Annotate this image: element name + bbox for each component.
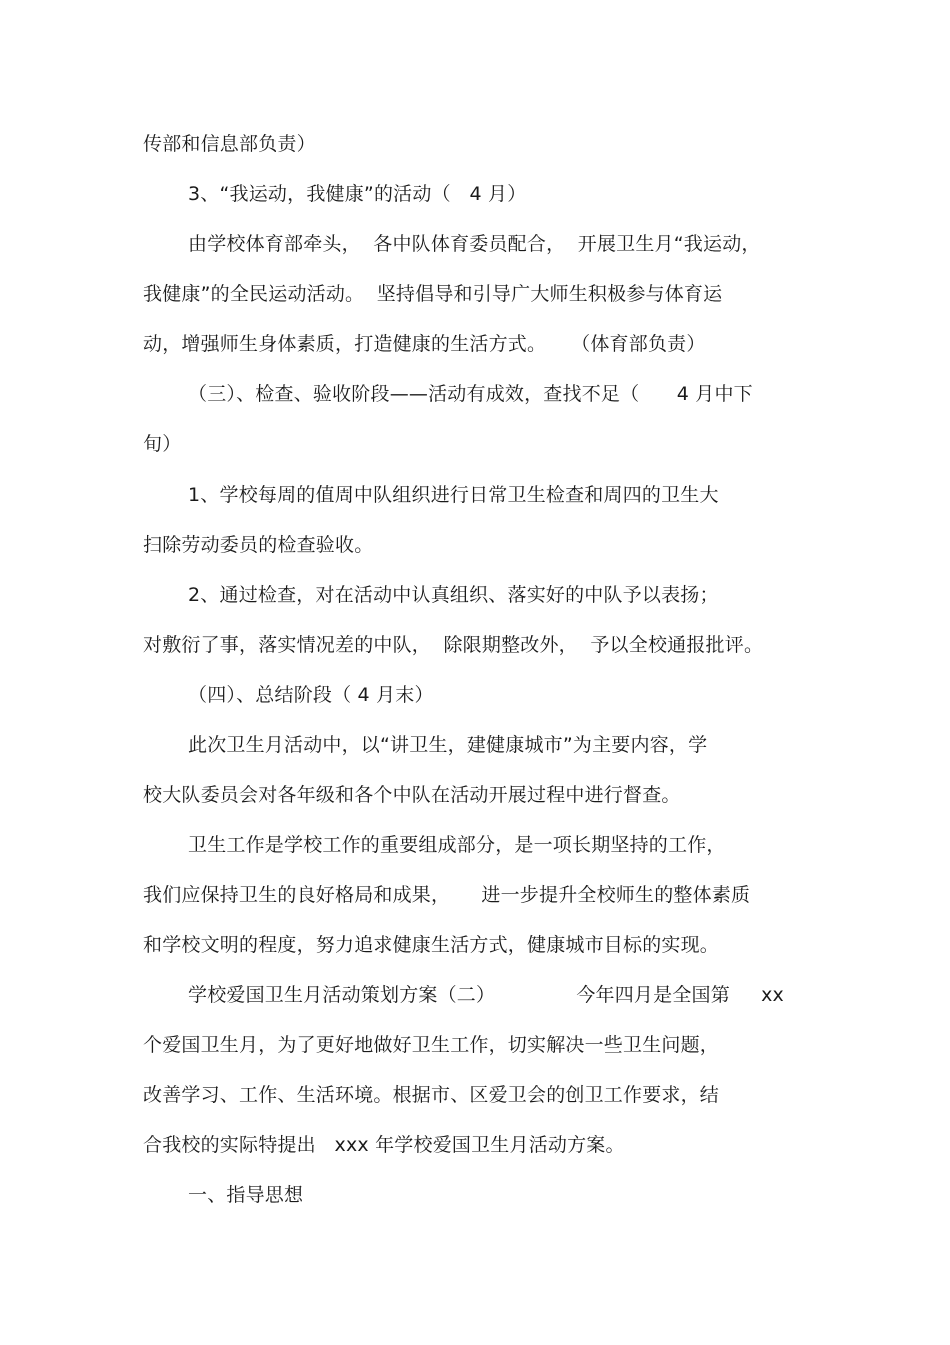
text-line: 对敷衍了事，落实情况差的中队， 除限期整改外， 予以全校通报批评。 (143, 634, 764, 656)
text-line: 2、通过检查，对在活动中认真组织、落实好的中队予以表扬； (188, 584, 719, 606)
text-line: 动，增强师生身体素质，打造健康的生活方式。 （体育部负责） (143, 333, 706, 355)
text-line: 扫除劳动委员的检查验收。 (143, 534, 374, 556)
section-heading: 一、指导思想 (188, 1184, 304, 1206)
text-line: 由学校体育部牵头， 各中队体育委员配合， 开展卫生月“我运动， (188, 233, 761, 255)
text-line: 校大队委员会对各年级和各个中队在活动开展过程中进行督查。 (143, 784, 681, 806)
text-line: （四）、总结阶段（ 4 月末） (188, 684, 434, 706)
text-line: 合我校的实际特提出 xxx 年学校爱国卫生月活动方案。 (143, 1134, 625, 1156)
text-line: 学校爱国卫生月活动策划方案（二） 今年四月是全国第 xx (188, 984, 785, 1006)
text-line: （三）、检查、验收阶段——活动有成效，查找不足（ 4 月中下 (188, 383, 753, 405)
text-line: 我健康”的全民运动活动。 坚持倡导和引导广大师生积极参与体育运 (143, 283, 723, 305)
text-line: 个爱国卫生月，为了更好地做好卫生工作，切实解决一些卫生问题， (143, 1034, 720, 1056)
text-line: 传部和信息部负责） (143, 133, 316, 155)
text-line: 此次卫生月活动中，以“讲卫生，建健康城市”为主要内容，学 (188, 734, 708, 756)
text-line: 3、“我运动，我健康”的活动（ 4 月） (188, 183, 527, 205)
text-line: 和学校文明的程度，努力追求健康生活方式，健康城市目标的实现。 (143, 934, 720, 956)
text-line: 1、学校每周的值周中队组织进行日常卫生检查和周四的卫生大 (188, 484, 719, 506)
text-line: 改善学习、工作、生活环境。根据市、区爱卫会的创卫工作要求，结 (143, 1084, 720, 1106)
text-line: 旬） (143, 433, 182, 455)
text-line: 卫生工作是学校工作的重要组成部分，是一项长期坚持的工作， (188, 834, 726, 856)
text-line: 我们应保持卫生的良好格局和成果， 进一步提升全校师生的整体素质 (143, 884, 751, 906)
